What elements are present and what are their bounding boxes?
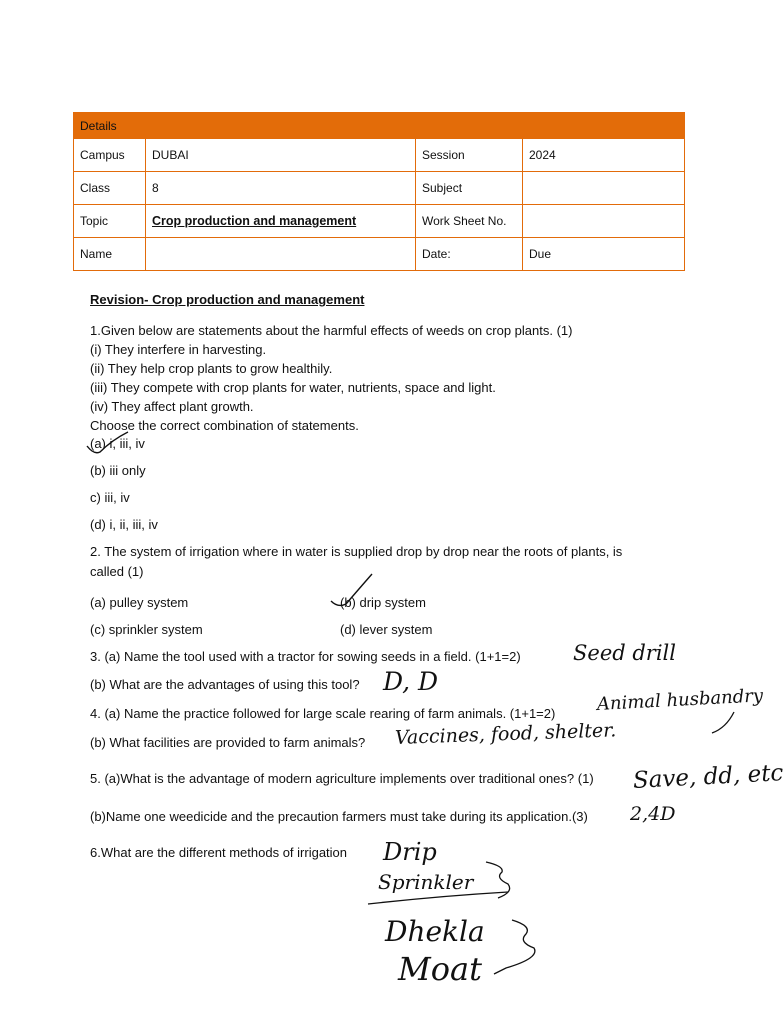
worksheet-no-label: Work Sheet No.: [416, 205, 523, 238]
class-value: 8: [146, 172, 416, 205]
q1-statement-4: (iv) They affect plant growth.: [90, 399, 254, 414]
q4-part-b: (b) What facilities are provided to farm animals?: [90, 735, 366, 750]
details-row-topic: [74, 205, 685, 238]
topic-cell: [146, 205, 416, 238]
q4-part-a: 4. (a) Name the practice followed for large scale rearing of farm animals. (1+1=2): [90, 706, 556, 721]
campus-value: DUBAI: [146, 139, 416, 172]
q1-option-a: (a) i, iii, iv: [90, 436, 145, 451]
handwritten-answer-q6-dhekla: Dhekla: [385, 915, 485, 948]
q2-line-1: 2. The system of irrigation where in water is supplied drop by drop near the roots of plants, is: [90, 544, 623, 559]
topic-value: Crop production and management: [152, 214, 357, 228]
q2-option-a: (a) pulley system: [90, 595, 189, 610]
q1-option-d: (d) i, ii, iii, iv: [90, 517, 158, 532]
handwritten-answer-q4b: Vaccines, food, shelter.: [394, 719, 617, 749]
q6-brace-2: [494, 920, 535, 974]
handwritten-answer-q6-sprinkler: Sprinkler: [378, 870, 474, 894]
q1-option-b: (b) iii only: [90, 463, 146, 478]
details-table: [73, 112, 685, 271]
class-label: Class: [74, 172, 146, 205]
q2-option-c: (c) sprinkler system: [90, 622, 203, 637]
worksheet-no-value: [523, 205, 685, 238]
date-label: Date:: [416, 238, 523, 271]
q3-part-a: 3. (a) Name the tool used with a tractor for sowing seeds in a field. (1+1=2): [90, 649, 521, 664]
date-value: Due: [523, 238, 685, 271]
subject-label: Subject: [416, 172, 523, 205]
q4a-trailing-stroke: [712, 712, 734, 733]
handwritten-answer-q5b: 2,4D: [630, 803, 676, 825]
q2-option-d: (d) lever system: [340, 622, 433, 637]
details-row-campus: [74, 139, 685, 172]
details-header: Details: [74, 113, 685, 139]
name-value: [146, 238, 416, 271]
q6-question: 6.What are the different methods of irrigation: [90, 845, 348, 860]
session-value: 2024: [523, 139, 685, 172]
session-label: Session: [416, 139, 523, 172]
q2-option-b: (b) drip system: [340, 595, 426, 610]
q6-brace-1: [486, 862, 510, 898]
name-label: Name: [74, 238, 146, 271]
q5-part-a: 5. (a)What is the advantage of modern agriculture implements over traditional ones? (1): [90, 771, 594, 786]
campus-label: Campus: [74, 139, 146, 172]
q1-stem: 1.Given below are statements about the harmful effects of weeds on crop plants. (1): [90, 323, 573, 338]
handwritten-answer-q6-drip: Drip: [383, 838, 437, 866]
worksheet-title: Revision- Crop production and management: [90, 292, 365, 307]
details-row-class: [74, 172, 685, 205]
handwritten-answer-q5a: Save, dd, etc: [632, 760, 784, 794]
topic-label: Topic: [74, 205, 146, 238]
handwritten-answer-q3a: Seed drill: [573, 641, 676, 665]
q3-part-b: (b) What are the advantages of using this tool?: [90, 677, 360, 692]
q1-statement-3: (iii) They compete with crop plants for water, nutrients, space and light.: [90, 380, 496, 395]
subject-value: [523, 172, 685, 205]
handwritten-answer-q6-moat: Moat: [398, 950, 482, 988]
q1-statement-1: (i) They interfere in harvesting.: [90, 342, 267, 357]
q1-prompt: Choose the correct combination of statements.: [90, 418, 359, 433]
details-row-name: [74, 238, 685, 271]
q1-option-c: c) iii, iv: [90, 490, 130, 505]
details-header-row: [74, 113, 685, 139]
q1-statement-2: (ii) They help crop plants to grow healthily.: [90, 361, 333, 376]
q2-line-2: called (1): [90, 564, 144, 579]
handwritten-answer-q4a: Animal husbandry: [596, 685, 764, 715]
handwritten-answer-q3b: D, D: [383, 667, 439, 696]
q5-part-b: (b)Name one weedicide and the precaution farmers must take during its application.(3): [90, 809, 588, 824]
